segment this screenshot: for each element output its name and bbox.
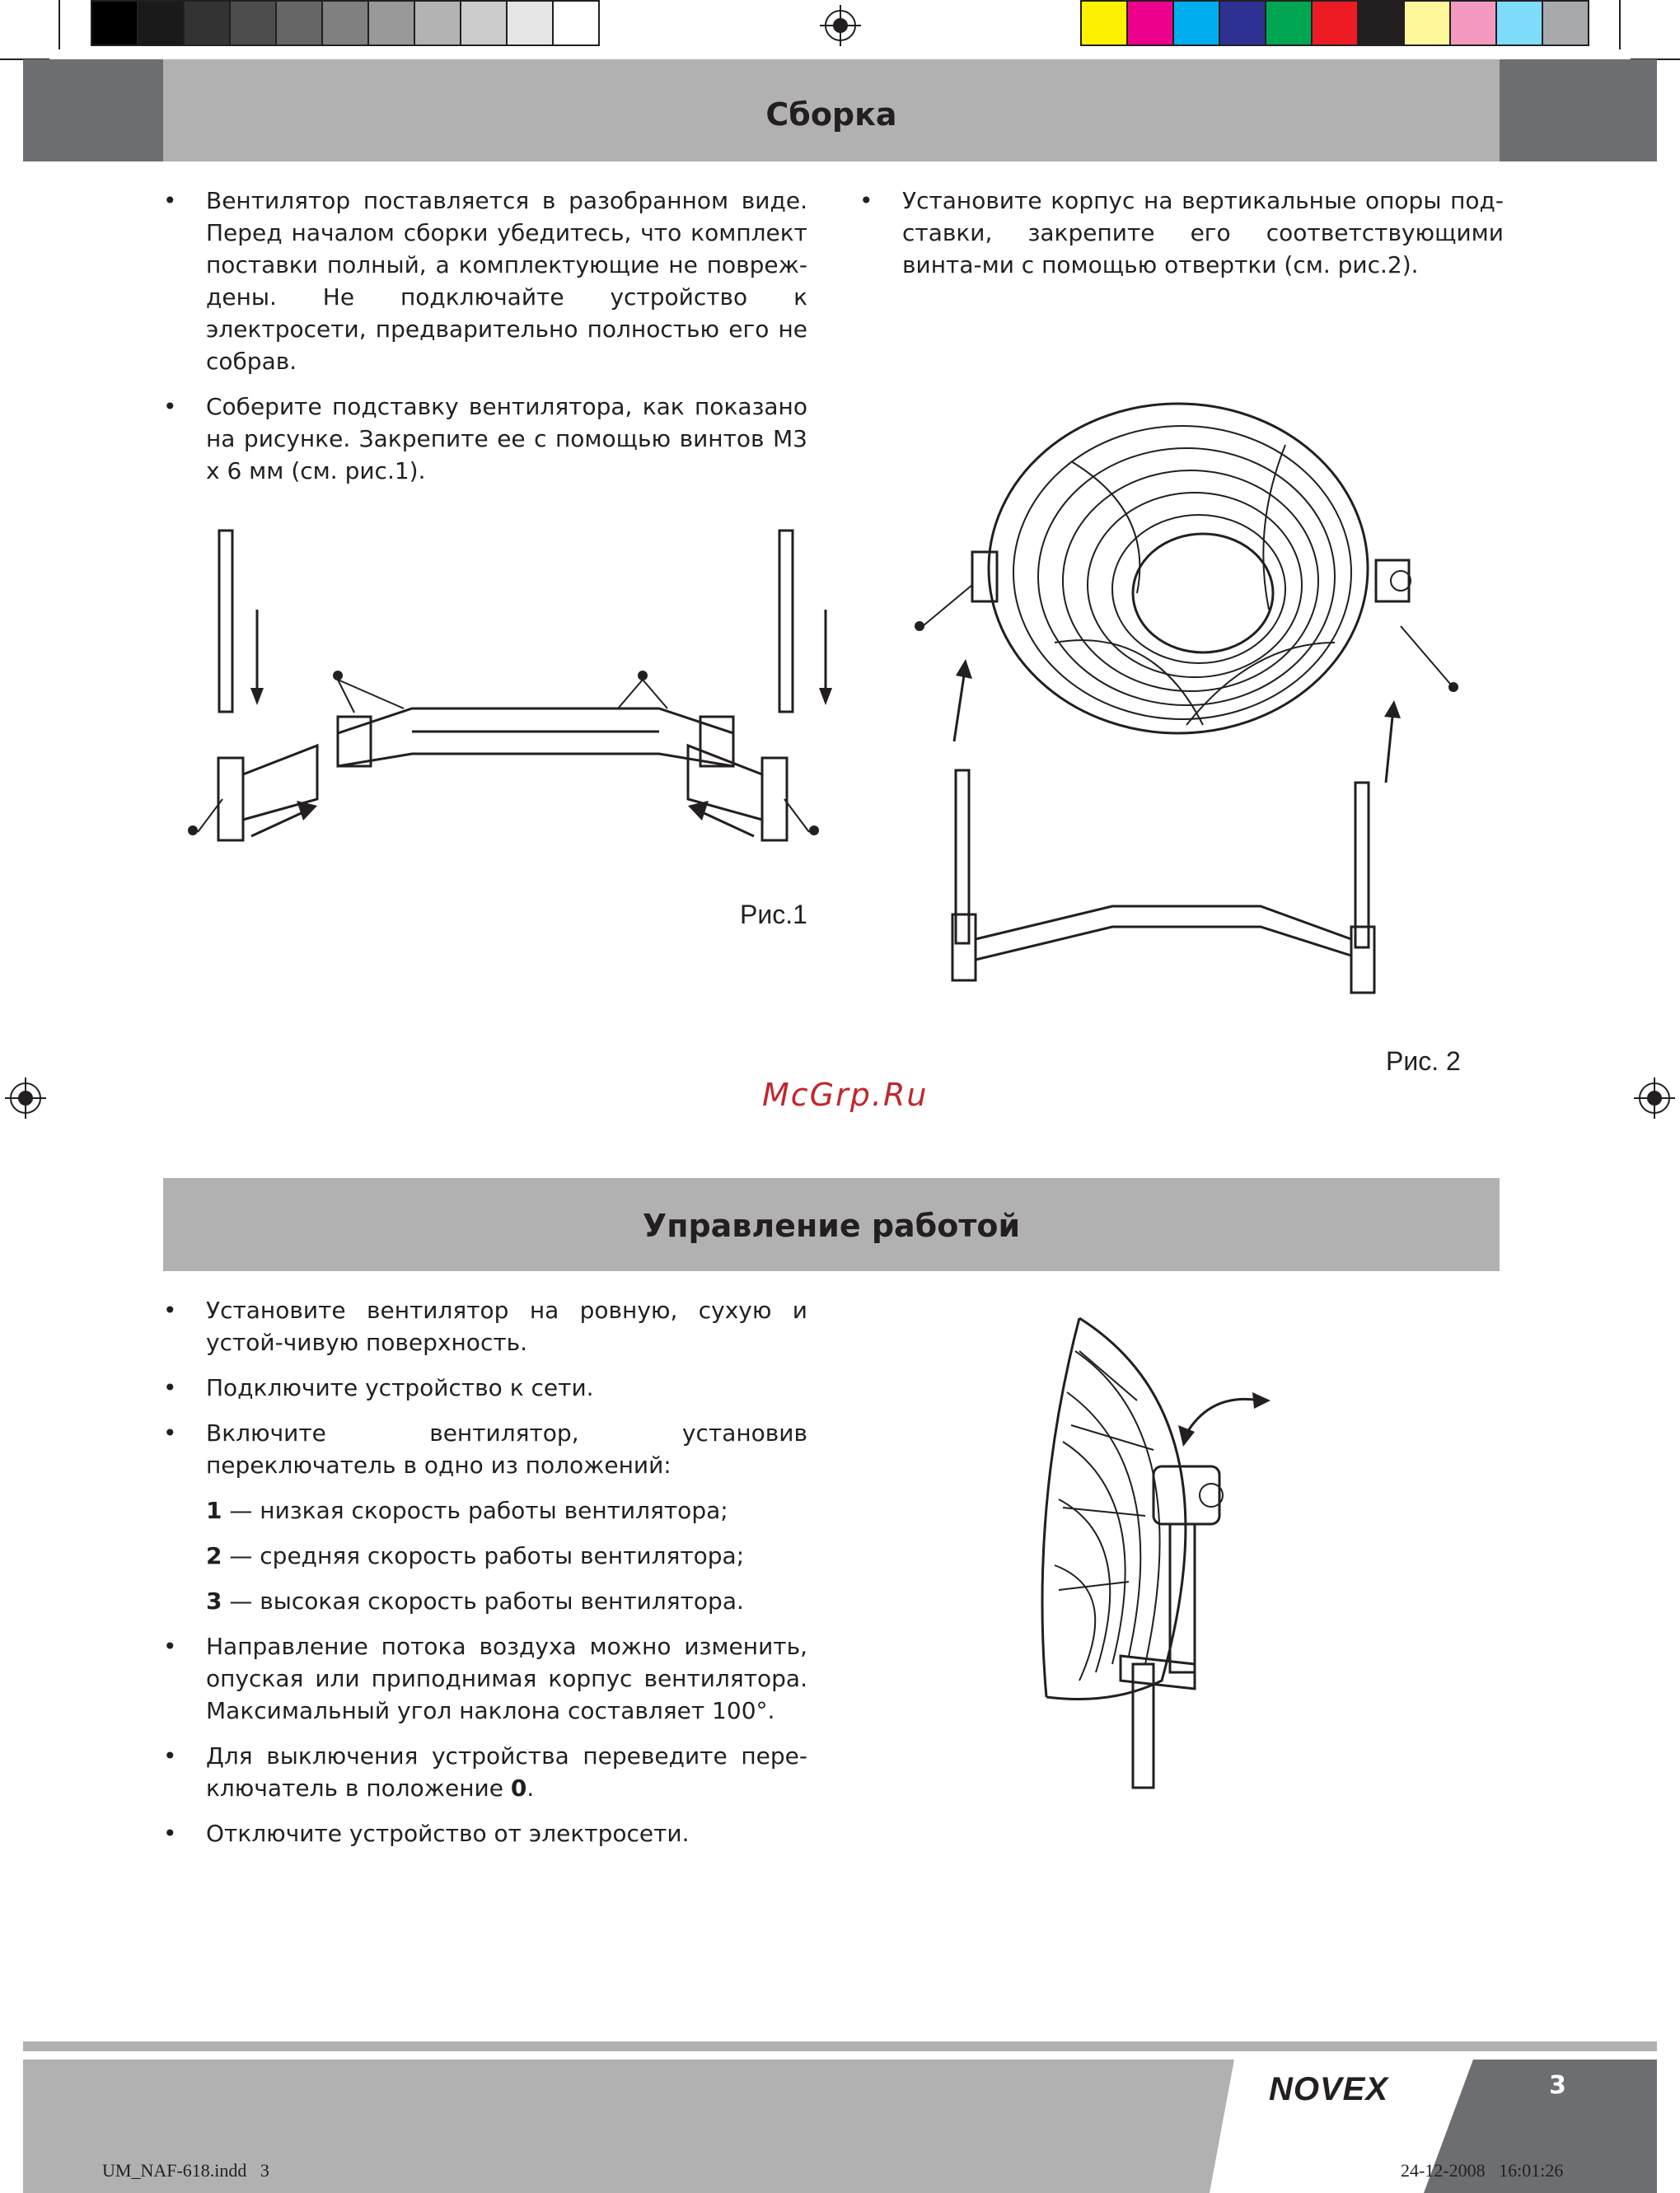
list-item: • Для выключения устройства переведите пере-ключатель в положение 0. (163, 1742, 807, 1802)
file-info: UM_NAF-618.indd 3 (102, 2160, 269, 2181)
assembly-instructions-right (859, 185, 1504, 294)
list-item: • Отключите устройство от электросети. (163, 1820, 690, 1847)
list-item: • Соберите подставку вентилятора, как показано на рисунке. Закрепите ее с помощью винтов М3 x 6 мм (см. рис.1). (163, 393, 807, 484)
speed-option: 1 — низкая скорость работы вентилятора; (206, 1497, 728, 1524)
list-item: • Вентилятор поставляется в разобранном виде. Перед началом сборки убедитесь, что комплект поставки полный, а комплектующие не повреж-дены. Не подключайте устройство к электросети, предварительно полностью его не собрав. (163, 187, 807, 375)
footer-rule (23, 2041, 1657, 2051)
list-item: • Установите вентилятор на ровную, сухую и устой-чивую поверхность. (163, 1297, 807, 1356)
speed-option: 2 — средняя скорость работы вентилятора; (206, 1542, 745, 1569)
list-item: • Включите вентилятор, установив переключатель в одно из положений: (163, 1419, 807, 1479)
figure-caption: Рис.1 (740, 900, 807, 929)
watermark: McGrp.Ru (762, 1077, 929, 1113)
operation-instructions (163, 1294, 807, 1863)
date-info: 24-12-2008 16:01:26 (1401, 2160, 1564, 2181)
stand-assembly-figure (173, 519, 832, 865)
list-item: • Направление потока воздуха можно изменить, опуская или приподнимая корпус вентилятора. Максимальный угол наклона составляет 100°. (163, 1633, 807, 1724)
list-item: • Подключите устройство к сети. (163, 1374, 594, 1401)
section-header-assembly (163, 59, 1500, 161)
figure-caption: Рис. 2 (1386, 1046, 1461, 1076)
assembly-instructions-left (163, 185, 807, 500)
header-side-block-left (23, 59, 163, 161)
section-header-operation (163, 1178, 1500, 1271)
section-title: Управление работой (642, 1208, 1021, 1244)
section-title: Сборка (765, 96, 897, 133)
fan-mount-figure (906, 379, 1467, 1005)
speed-option: 3 — высокая скорость работы вентилятора. (206, 1587, 744, 1615)
brand-logo: NOVEX (1269, 2071, 1389, 2107)
fan-tilt-figure (1030, 1302, 1294, 1804)
page-number: 3 (1549, 2071, 1566, 2100)
header-side-block-right (1500, 59, 1657, 161)
list-item: • Установите корпус на вертикальные опоры под-ставки, закрепите его соответствующими винта-ми с помощью отвертки (см. рис.2). (859, 187, 1504, 278)
